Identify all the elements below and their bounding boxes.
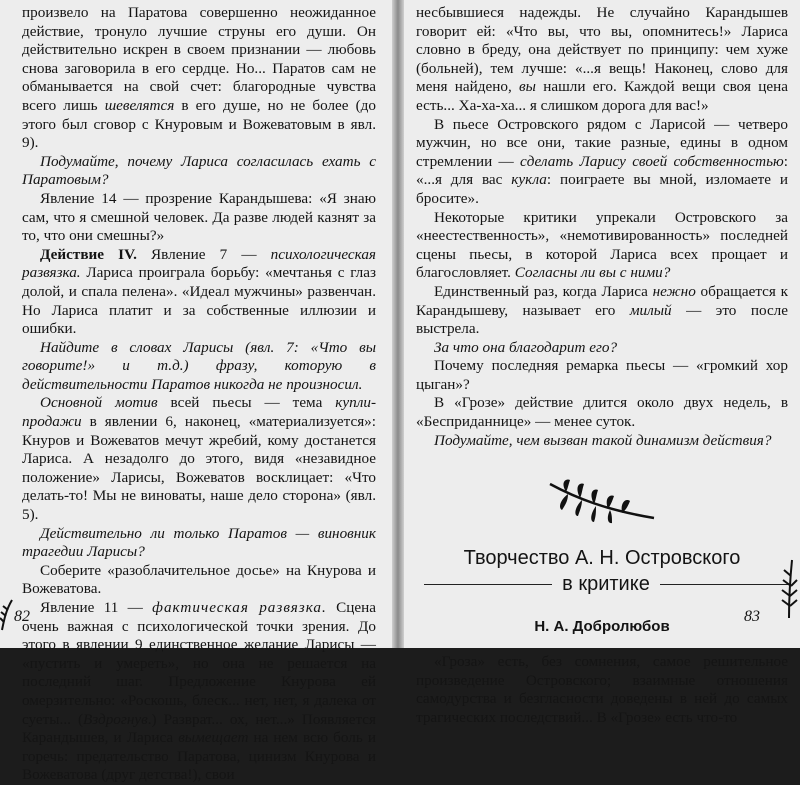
laurel-branch-icon bbox=[546, 478, 658, 524]
right-text-column bbox=[416, 4, 788, 450]
section-subtitle-rule bbox=[424, 572, 788, 596]
leaf-ornament-icon bbox=[0, 600, 14, 630]
question: За что она благодарит его? bbox=[434, 338, 618, 356]
question: Подумайте, почему Лариса согласилась ехать с Паратовым? bbox=[22, 152, 376, 189]
paragraph: В пьесе Островского рядом с Ларисой — четверо мужчин, но все они, такие разные, едины в одном стремлении — сделать Ларису своей собственностью: «...я для вас кукла: поиграете вы мной, изломаете и бросите». bbox=[416, 115, 789, 207]
paragraph: «Гроза» есть, без сомнения, самое решительное произведение Островского; взаимные отношения самодурства и безгласности доведены в ней до самых трагических последствий... В «Грозе» есть что-то bbox=[416, 653, 788, 727]
paragraph: несбывшиеся надежды. Не случайно Карандышев говорит ей: «Что вы, что вы, опомнитесь!» Лариса словно в бреду, она действует по принципу: чем хуже (больней), тем лучше: «...я вещь! Наконец, слово для меня найдено, вы нашли его. Каждой вещи своя цена есть... Ха-ха-ха... я слишком дорога для вас!» bbox=[416, 4, 788, 114]
paragraph: Почему последняя ремарка пьесы — «громкий хор цыган»? bbox=[416, 357, 788, 393]
section-subtitle: в критике bbox=[552, 573, 660, 596]
question: Подумайте, чем вызван такой динамизм действия? bbox=[434, 431, 772, 449]
leaf-ornament-icon bbox=[780, 560, 798, 618]
paragraph: Единственный раз, когда Лариса нежно обращается к Карандышеву, называет его милый — это после выстрела. bbox=[416, 282, 788, 338]
section-title: Творчество А. Н. Островского bbox=[463, 547, 741, 570]
author-heading: Н. А. Добролюбов bbox=[534, 618, 670, 636]
critic-quote bbox=[416, 653, 788, 727]
page-number: 83 bbox=[744, 608, 760, 625]
paragraph: Действие IV. Явление 7 — психологическая развязка. Лариса проиграла борьбу: «мечтанья с глаз долой, и спала пелена». «Идеал мужчины» развенчан. Но Лариса платит и за собственные иллюзии и ошибки. bbox=[22, 245, 376, 338]
left-page bbox=[0, 0, 392, 784]
book-gutter bbox=[392, 0, 404, 648]
paragraph: Некоторые критики упрекали Островского за «неестественность», «немотивированность» последней сцены пьесы, в которой Лариса всех прощает и благословляет. Согласны ли вы с ними? bbox=[416, 208, 788, 282]
page-number: 82 bbox=[14, 608, 30, 625]
paragraph: произвело на Паратова совершенно неожиданное действие, тронуло лучшие струны его души. Он действительно искрен в своем признании — любовь снова заговорила в его сердце. Но... Паратов сам не обманывается на свой счет: благородные чувства всего лишь шевелятся в его душе, но не более (до этого был сговор с Кнуровым и Вожеватовым в явл. 9). bbox=[22, 4, 377, 152]
right-page bbox=[404, 0, 800, 727]
question: Найдите в словах Ларисы (явл. 7: «Что вы говорите!» и т.д.) фразу, которую в действительности Паратов никогда не произносил. bbox=[22, 338, 376, 393]
question: Действительно ли только Паратов — виновник трагедии Ларисы? bbox=[22, 524, 376, 561]
paragraph: В «Грозе» действие длится около двух недель, в «Бесприданнице» — менее суток. bbox=[416, 394, 788, 431]
paragraph: Основной мотив всей пьесы — тема купли-продажи в явлении 6, наконец, «материализуется»: Кнуров и Вожеватов мечут жребий, кому достанется Лариса. А незадолго до этого, видя «незавидное положение» Ларисы, Вожеватов восклицает: «Что делать-то! Мы не виноваты, наше дело сторона» (явл. 5). bbox=[22, 394, 377, 524]
left-text-column bbox=[22, 4, 376, 785]
paragraph: Явление 14 — прозрение Карандышева: «Я знаю сам, что я смешной человек. Да разве людей казнят за то, что они смешны?» bbox=[22, 189, 376, 245]
paragraph: Явление 11 — фактическая развязка. Сцена очень важная с психологической точки зрения. До этого в явлении 9 единственное желание Ларисы — «пустить и умереть», но она не решается на последний шаг. Предложение Кнурова ей омерзительно: «Роскошь, блеск... нет, нет, я далека от суеты... (Вздрогнув.) Разврат... ох, нет...» Появляется Карандышев, и Лариса вымещает на нем всю боль и горечь: предательство Паратова, цинизм Кнурова и Вожеватова (друг детства!), свои bbox=[22, 599, 377, 784]
paragraph: Соберите «разоблачительное досье» на Кнурова и Вожеватова. bbox=[22, 561, 376, 598]
